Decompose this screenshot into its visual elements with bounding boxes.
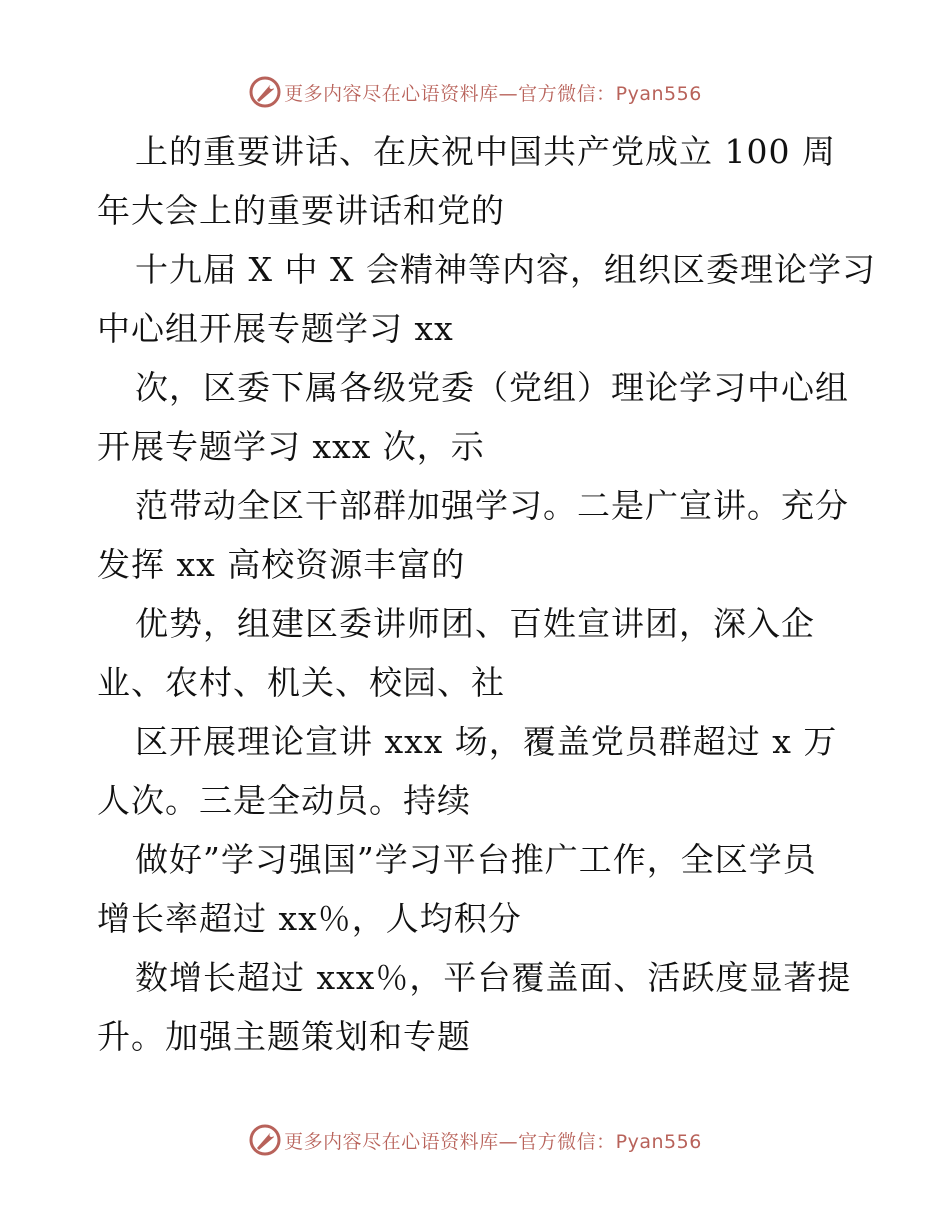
text-line: 上的重要讲话、在庆祝中国共产党成立 100 周 — [135, 132, 836, 171]
text-line: 数增长超过 xxx％，平台覆盖面、活跃度显著提 — [135, 958, 852, 997]
header-banner — [0, 72, 950, 112]
text-line: 十九届 X 中 X 会精神等内容，组织区委理论学习 — [135, 250, 876, 289]
text-line: 升。加强主题策划和专题 — [97, 1017, 471, 1056]
header-banner-text: 更多内容尽在心语资料库—官方微信：Pyan556 — [284, 82, 702, 105]
text-line: 优势，组建区委讲师团、百姓宣讲团，深入企 — [135, 604, 815, 643]
pen-nib-logo-icon — [248, 1123, 282, 1157]
text-line: 做好”学习强国”学习平台推广工作，全区学员 — [135, 840, 817, 879]
text-line: 增长率超过 xx％，人均积分 — [97, 899, 522, 938]
footer-banner — [0, 1120, 950, 1160]
pen-nib-logo-icon — [248, 75, 282, 109]
text-line: 业、农村、机关、校园、社 — [97, 663, 505, 702]
text-line: 人次。三是全动员。持续 — [97, 781, 471, 820]
text-line: 中心组开展专题学习 xx — [97, 309, 454, 348]
text-line: 年大会上的重要讲话和党的 — [97, 191, 505, 230]
text-line: 开展专题学习 xxx 次，示 — [97, 427, 485, 466]
text-line: 范带动全区干部群加强学习。二是广宣讲。充分 — [135, 486, 849, 525]
text-line: 发挥 xx 高校资源丰富的 — [97, 545, 466, 584]
text-line: 次，区委下属各级党委（党组）理论学习中心组 — [135, 368, 849, 407]
text-line: 区开展理论宣讲 xxx 场，覆盖党员群超过 x 万 — [135, 722, 838, 761]
document-body — [97, 122, 887, 1066]
footer-banner-text: 更多内容尽在心语资料库—官方微信：Pyan556 — [284, 1130, 702, 1153]
